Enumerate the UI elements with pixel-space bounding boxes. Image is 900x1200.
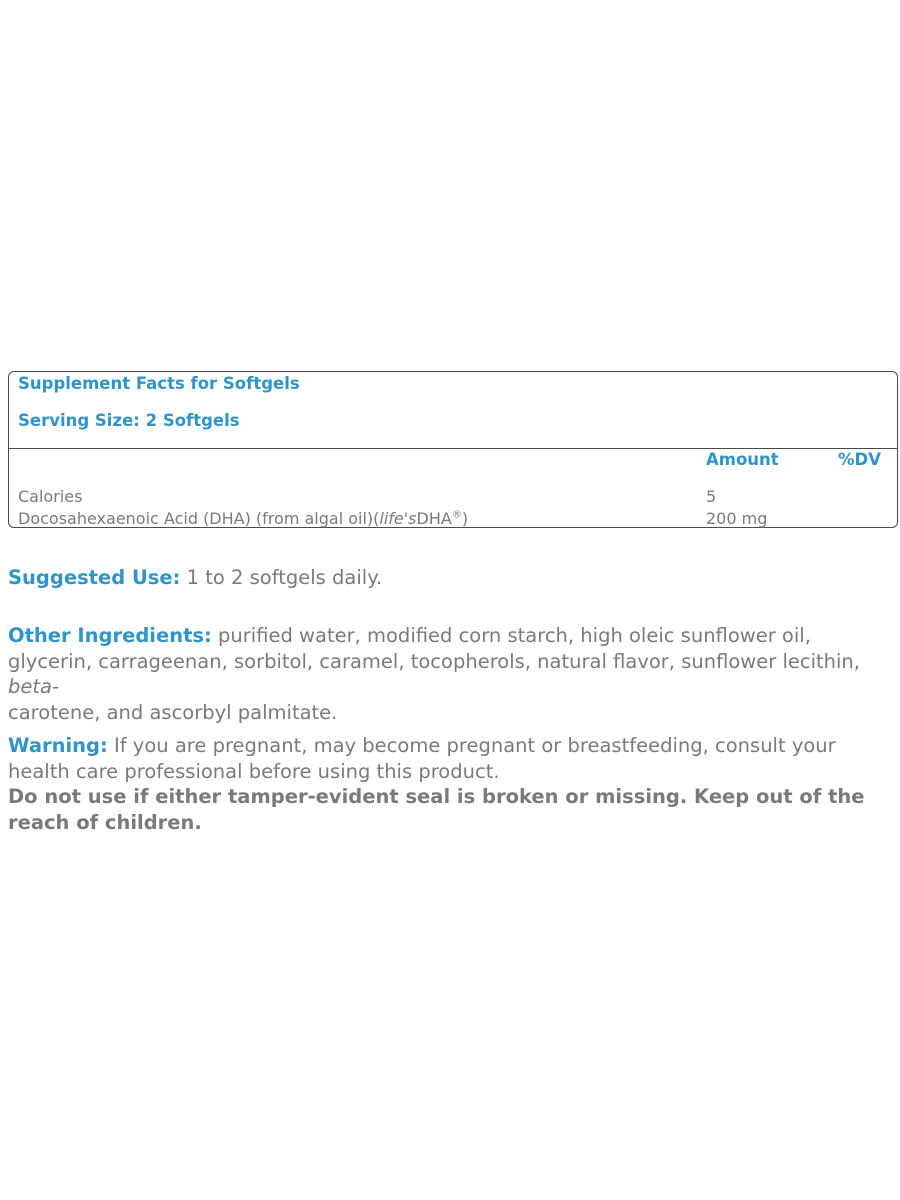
other-ingredients-section (8, 623, 896, 725)
other-ingredients-italic: beta- (8, 675, 60, 698)
tamper-warning: Do not use if either tamper-evident seal is broken or missing. Keep out of the reach of children. (8, 785, 865, 834)
suggested-use-label: Suggested Use: (8, 566, 181, 589)
nutrient-name-dha (18, 509, 468, 528)
amount-column-header: Amount (706, 450, 779, 469)
nutrient-amount-calories: 5 (706, 487, 717, 506)
other-ingredients-text-end: carotene, and ascorbyl palmitate. (8, 700, 338, 724)
warning-label: Warning: (8, 734, 108, 757)
other-ingredients-label: Other Ingredients: (8, 624, 212, 647)
registered-mark: ® (451, 509, 462, 521)
dha-name-text: Docosahexaenoic Acid (DHA) (from algal oil)( (18, 509, 380, 528)
nutrient-amount-dha: 200 mg (706, 509, 768, 528)
other-ingredients-text: purified water, modified corn starch, high oleic sunflower oil, glycerin, carrageenan, sorbitol, caramel, tocopherols, natural flavor, sunflower lecithin, (8, 624, 860, 673)
suggested-use-text: 1 to 2 softgels daily. (180, 566, 383, 589)
warning-section (8, 733, 896, 784)
facts-title: Supplement Facts for Softgels (18, 374, 300, 393)
dha-brand-italic: life's (379, 509, 417, 528)
dha-name-close: ) (461, 509, 469, 528)
nutrient-name-calories: Calories (18, 487, 83, 506)
warning-text: If you are pregnant, may become pregnant or breastfeeding, consult your health care professional before using this product. (8, 734, 836, 783)
serving-size: Serving Size: 2 Softgels (18, 411, 240, 430)
dha-brand-plain: DHA (416, 509, 452, 528)
dv-column-header: %DV (838, 450, 881, 469)
suggested-use-section (8, 565, 896, 591)
supplement-facts-panel (8, 371, 898, 528)
facts-divider (9, 448, 897, 449)
